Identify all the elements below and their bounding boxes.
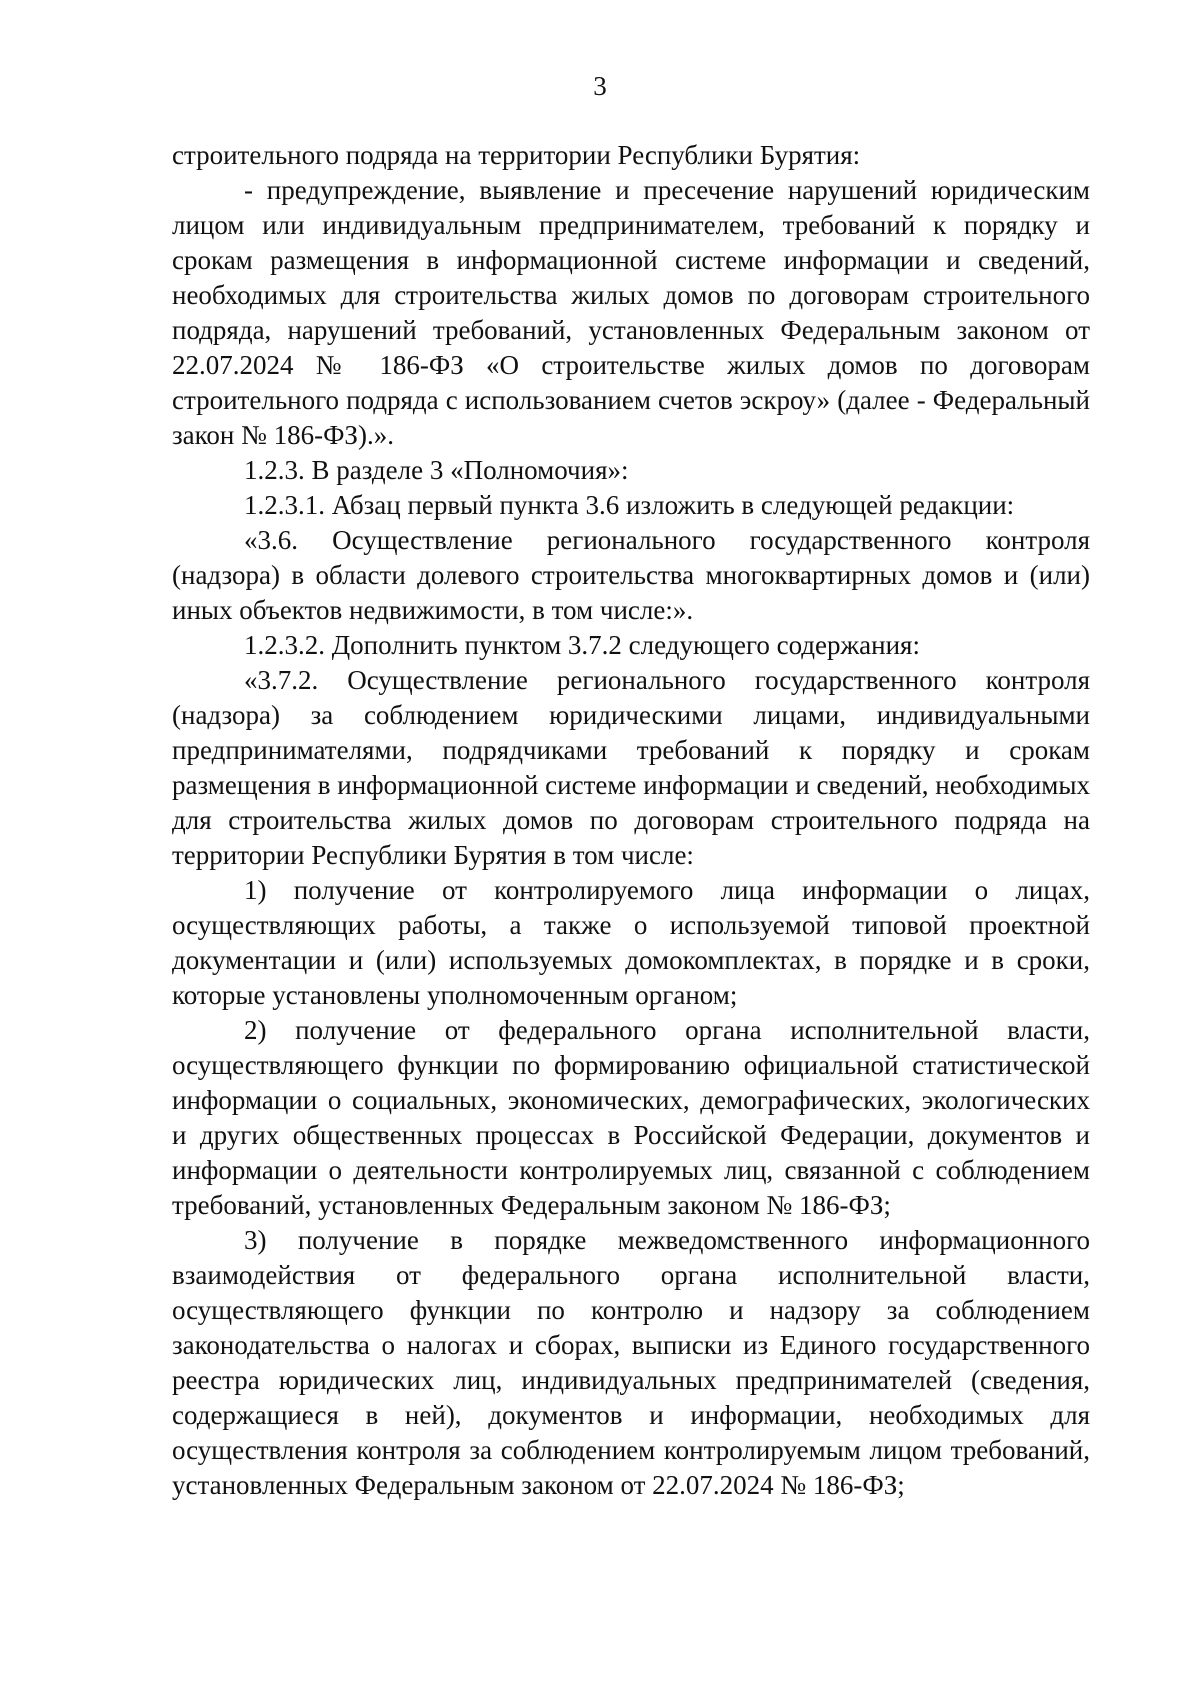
paragraph-continuation: строительного подряда на территории Республики Бурятия: bbox=[172, 140, 861, 170]
paragraph-item-3: 3) получение в порядке межведомственного информационного взаимодействия от федерального органа исполнительной власти, осуществляющего функции по контролю и надзору за соблюдением законодательства о налогах и сборах, выписки из Единого государственного реестра юридических лиц, индивидуальных предпринимателей (сведения, содержащиеся в ней), документов и информации, необходимых для осуществления контроля за соблюдением контролируемым лицом требований, установленных Федеральным законом от 22.07.2024 № 186-ФЗ; bbox=[172, 1225, 1090, 1500]
page-number: 3 bbox=[593, 71, 607, 101]
paragraph-quote-3-7-2: «3.7.2. Осуществление регионального государственного контроля (надзора) за соблюдением юридическими лицами, индивидуальными предпринимателями, подрядчиками требований к порядку и срокам размещения в информационной системе информации и сведений, необходимых для строительства жилых домов по договорам строительного подряда на территории Республики Бурятия в том числе: bbox=[172, 665, 1090, 870]
paragraph-quote-3-6: «3.6. Осуществление регионального государственного контроля (надзора) в области долевого строительства многоквартирных домов и (или) иных объектов недвижимости, в том числе:». bbox=[172, 525, 1090, 625]
paragraph-clause-1-2-3-2: 1.2.3.2. Дополнить пунктом 3.7.2 следующего содержания: bbox=[244, 630, 920, 660]
paragraph-list-item: - предупреждение, выявление и пресечение нарушений юридическим лицом или индивидуальным предпринимателем, требований к порядку и срокам размещения в информационной системе информации и сведений, необходимых для строительства жилых домов по договорам строительного подряда, нарушений требований, установленных Федеральным законом от 22.07.2024 № 186-ФЗ «О строительстве жилых домов по договорам строительного подряда с использованием счетов эскроу» (далее - Федеральный закон № 186-ФЗ).». bbox=[172, 175, 1090, 450]
paragraph-clause-1-2-3: 1.2.3. В разделе 3 «Полномочия»: bbox=[244, 455, 629, 485]
document-body bbox=[172, 138, 1090, 1503]
paragraph-item-2: 2) получение от федерального органа исполнительной власти, осуществляющего функции по формированию официальной статистической информации о социальных, экономических, демографических, экологических и других общественных процессах в Российской Федерации, документов и информации о деятельности контролируемых лиц, связанной с соблюдением требований, установленных Федеральным законом № 186-ФЗ; bbox=[172, 1015, 1090, 1220]
paragraph-clause-1-2-3-1: 1.2.3.1. Абзац первый пункта 3.6 изложить в следующей редакции: bbox=[244, 490, 1015, 520]
paragraph-item-1: 1) получение от контролируемого лица информации о лицах, осуществляющих работы, а также о используемой типовой проектной документации и (или) используемых домокомплектах, в порядке и в сроки, которые установлены уполномоченным органом; bbox=[172, 875, 1090, 1010]
